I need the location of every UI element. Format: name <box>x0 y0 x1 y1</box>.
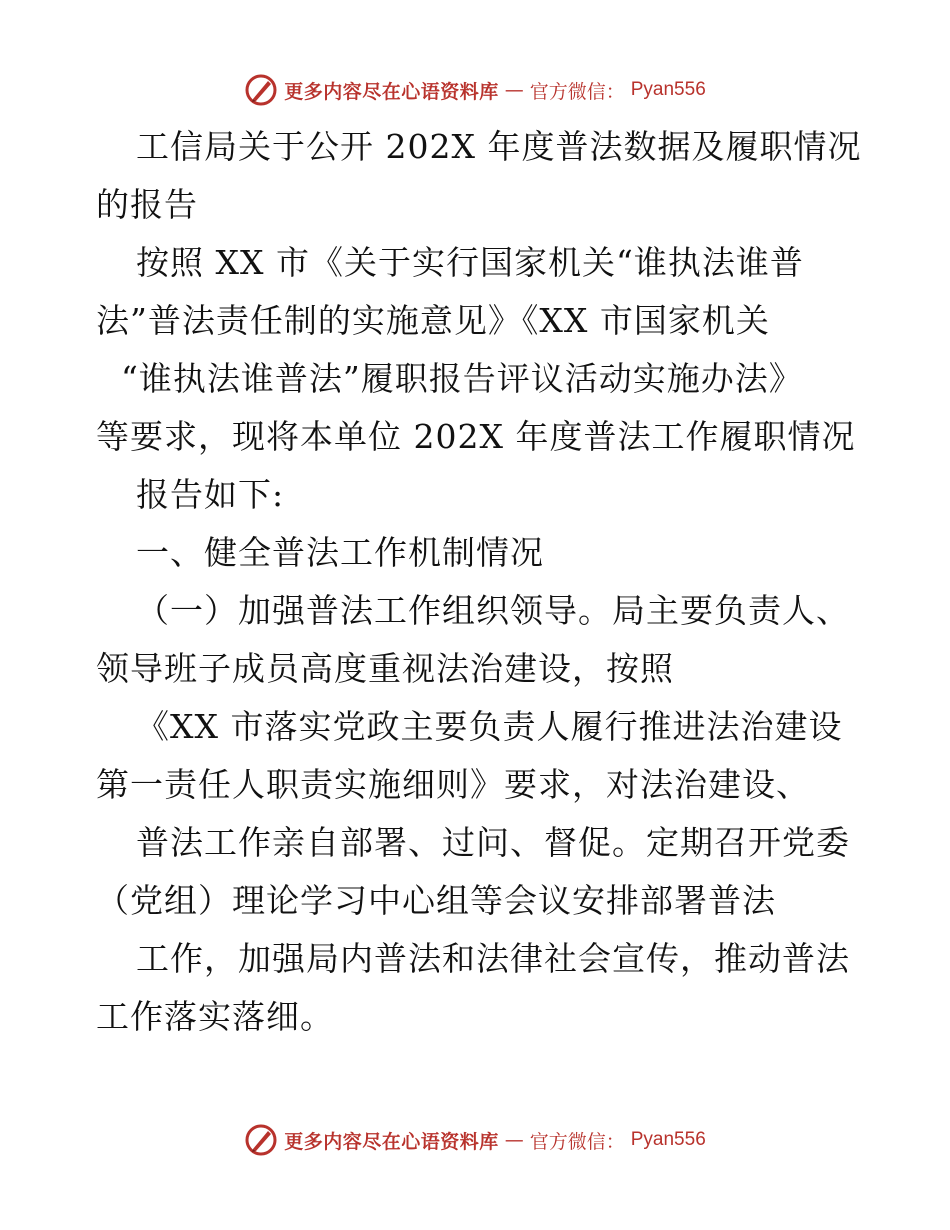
paragraph-line: 领导班子成员高度重视法治建设，按照 <box>96 649 674 688</box>
paragraph-line: 等要求，现将本单位 202X 年度普法工作履职情况 <box>96 417 856 456</box>
paragraph-line: 法”普法责任制的实施意见》《XX 市国家机关 <box>96 301 770 340</box>
document-title-line-1: 工信局关于公开 202X 年度普法数据及履职情况 <box>136 127 862 166</box>
document-body <box>96 118 862 1046</box>
watermark-subtitle: 官方微信： <box>529 80 625 103</box>
watermark-brand: 更多内容尽在心语资料库 <box>284 80 499 103</box>
section-heading: 一、健全普法工作机制情况 <box>136 533 544 572</box>
paragraph-line: 按照 XX 市《关于实行国家机关“谁执法谁普 <box>136 243 804 282</box>
paragraph-line: （党组）理论学习中心组等会议安排部署普法 <box>96 881 776 920</box>
watermark-brand: 更多内容尽在心语资料库 <box>284 1130 499 1153</box>
pen-logo-icon <box>244 73 278 107</box>
watermark-subtitle: 官方微信： <box>529 1130 625 1153</box>
watermark-dash: — <box>504 79 524 101</box>
paragraph-line: “谁执法谁普法”履职报告评议活动实施办法》 <box>121 359 803 398</box>
document-title-line-2: 的报告 <box>96 185 198 224</box>
watermark-dash: — <box>504 1129 524 1151</box>
watermark-wechat-id: Pyan556 <box>630 79 706 100</box>
paragraph-line: 《XX 市落实党政主要负责人履行推进法治建设 <box>136 707 843 746</box>
paragraph-line: 普法工作亲自部署、过问、督促。定期召开党委 <box>136 823 850 862</box>
watermark-banner-top <box>0 70 950 110</box>
paragraph-line: （一）加强普法工作组织领导。局主要负责人、 <box>136 591 850 630</box>
pen-logo-icon <box>244 1123 278 1157</box>
paragraph-line: 工作落实落细。 <box>96 997 334 1036</box>
paragraph-line: 工作，加强局内普法和法律社会宣传，推动普法 <box>136 939 850 978</box>
watermark-banner-bottom <box>0 1120 950 1160</box>
paragraph-line: 报告如下: <box>136 475 285 514</box>
watermark-wechat-id: Pyan556 <box>630 1129 706 1150</box>
paragraph-line: 第一责任人职责实施细则》要求，对法治建设、 <box>96 765 810 804</box>
